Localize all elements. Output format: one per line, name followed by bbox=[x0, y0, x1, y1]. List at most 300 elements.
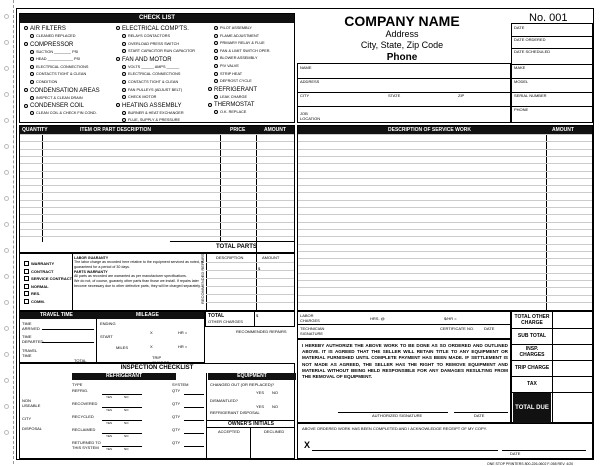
checklist-item bbox=[208, 94, 294, 102]
checklist-item-label: CHECK MOTOR bbox=[128, 95, 157, 100]
price-header: PRICE bbox=[230, 127, 246, 133]
parts-row bbox=[20, 134, 294, 135]
checklist-item bbox=[208, 109, 294, 117]
checklist-col-1 bbox=[24, 25, 116, 118]
serial-label: SERIAL NUMBER bbox=[514, 93, 547, 98]
warranty-box bbox=[19, 253, 295, 311]
service-row bbox=[298, 222, 592, 223]
phone-label: PHONE bbox=[514, 107, 529, 112]
checklist-item-label: FAN PULLEYS (ADJUST BELT) bbox=[128, 87, 183, 92]
parts-table bbox=[19, 125, 295, 253]
labor-date-label: DATE bbox=[484, 326, 495, 331]
checklist-item-label: REFRIGERANT bbox=[214, 86, 258, 93]
time-departed-label: TIME DEPARTED bbox=[22, 334, 44, 344]
checklist-item bbox=[24, 79, 116, 87]
checklist-item bbox=[116, 71, 208, 79]
miles-label: MILES bbox=[116, 345, 129, 350]
checklist-item bbox=[208, 55, 294, 63]
warranty-option-label: COMM. bbox=[31, 298, 45, 304]
warranty-option-label: CONTRACT bbox=[31, 268, 54, 274]
travel-time-title: TRAVEL TIME bbox=[40, 312, 73, 318]
checklist-item-label: INSPECT & CLEAN DRAIN bbox=[36, 95, 83, 100]
non-useable-label: NON USEABLE bbox=[22, 398, 41, 408]
dismantled-yes: YES bbox=[256, 404, 265, 409]
service-row bbox=[298, 171, 592, 172]
inspection-title: INSPECTION CHECKLIST bbox=[120, 365, 194, 371]
quantity-header: QUANTITY bbox=[22, 127, 48, 133]
service-row bbox=[298, 258, 592, 259]
checkbox-icon[interactable] bbox=[122, 49, 126, 53]
service-row bbox=[298, 280, 592, 281]
checklist-item-label: HEAD ____________ PSI bbox=[36, 57, 81, 62]
checkbox-icon[interactable] bbox=[122, 118, 126, 122]
company-name: COMPANY NAME bbox=[344, 13, 460, 29]
checkbox-icon[interactable] bbox=[116, 26, 120, 30]
checkbox-icon[interactable] bbox=[24, 261, 29, 266]
checklist-item-label: AIR FILTERS bbox=[30, 26, 66, 32]
date-ordered-label: DATE ORDERED bbox=[514, 37, 546, 42]
checklist-item-label: STRIP HEAT bbox=[220, 71, 243, 76]
checklist-item-label: PRIMARY RELAY & FLUE bbox=[220, 41, 265, 46]
warranty-option-label: NORMAL bbox=[31, 283, 49, 289]
trip-charge-label: TRIP CHARGE bbox=[152, 355, 170, 365]
dollar-sign: $ bbox=[258, 266, 261, 271]
mileage-title: MILEAGE bbox=[136, 312, 159, 318]
checklist-item bbox=[208, 25, 294, 33]
checkbox-icon[interactable] bbox=[122, 111, 126, 115]
owners-initials-label: OWNER'S INITIALS bbox=[228, 421, 274, 427]
checklist-item bbox=[116, 87, 208, 95]
checklist-item-label: FAN & LIMIT SWITCH OPER. bbox=[220, 48, 271, 53]
auth-date-label: DATE bbox=[474, 413, 485, 418]
job-location-label: JOB LOCATION bbox=[300, 111, 321, 121]
checklist-item-label: CONDITION bbox=[36, 79, 58, 84]
service-amount-header: AMOUNT bbox=[552, 127, 574, 133]
checklist-item-label: CONTACTS TIGHT & CLEAN bbox=[128, 79, 179, 84]
totals-label-trip: TRIP CHARGE bbox=[514, 365, 550, 371]
service-order-form bbox=[16, 8, 594, 466]
recommended-description-label: DESCRIPTION bbox=[216, 255, 244, 260]
checklist-item bbox=[116, 79, 208, 87]
checkbox-icon[interactable] bbox=[30, 111, 34, 115]
checkbox-icon[interactable] bbox=[24, 104, 28, 108]
checklist-item bbox=[116, 48, 208, 56]
service-row bbox=[298, 207, 592, 208]
totals-box bbox=[511, 311, 593, 423]
checkbox-icon[interactable] bbox=[30, 50, 34, 54]
checklist-col-3 bbox=[208, 25, 294, 117]
checkbox-icon[interactable] bbox=[214, 26, 218, 30]
inspection-qty-line bbox=[184, 394, 204, 395]
checklist-item bbox=[24, 33, 116, 41]
total-parts-label: TOTAL PARTS bbox=[216, 244, 257, 250]
service-row bbox=[298, 229, 592, 230]
checklist-item-label: CONTACTS TIGHT & CLEAN bbox=[36, 72, 87, 77]
checklist-item-label: SUCTION ________ PSI bbox=[36, 49, 79, 54]
service-row bbox=[298, 149, 592, 150]
checkbox-icon[interactable] bbox=[214, 56, 218, 60]
item-header: ITEM OR PART DESCRIPTION bbox=[80, 127, 152, 133]
checklist-box bbox=[19, 13, 295, 123]
service-row bbox=[298, 141, 592, 142]
model-label: MODEL bbox=[514, 79, 529, 84]
refrigerant-header: REFRIGERANT bbox=[72, 373, 176, 380]
extra-warranty-text: We do not, of course, guaranty other parts than those we install. If repairs later become necessary due to other defective parts, they will be charged separately. bbox=[74, 279, 201, 288]
inspection-yes-label: YES bbox=[106, 395, 113, 399]
checkbox-icon[interactable] bbox=[24, 269, 29, 274]
checklist-item-label: PILOT ASSEMBLY bbox=[220, 26, 252, 30]
checklist-item-label: ELECTRICAL CONNECTIONS bbox=[128, 72, 181, 77]
amount-header: AMOUNT bbox=[264, 127, 286, 133]
job-info-box bbox=[511, 23, 593, 123]
checklist-item-label: START CAPACITOR RUN CAPACITOR bbox=[128, 49, 196, 54]
checkbox-icon[interactable] bbox=[214, 79, 218, 83]
parts-row bbox=[20, 171, 294, 172]
checkbox-icon[interactable] bbox=[214, 41, 218, 45]
declined-label: DECLINED bbox=[264, 429, 285, 434]
service-row bbox=[298, 134, 592, 135]
checkbox-icon[interactable] bbox=[116, 103, 120, 107]
inspection-qty-label: QTY bbox=[172, 427, 181, 432]
recommended-repairs-vertical: RECOMMENDED REPAIRS bbox=[200, 253, 205, 304]
inspection-yes-label: YES bbox=[106, 421, 113, 425]
ending-label: ENDING bbox=[100, 321, 116, 326]
checklist-item bbox=[116, 117, 208, 125]
date-label: DATE bbox=[514, 25, 525, 30]
completion-text: ABOVE ORDERED WORK HAS BEEN COMPLETED AND I ACKNOWLEDGE RECEIPT OF MY COPY. bbox=[302, 426, 487, 431]
service-row bbox=[298, 244, 592, 245]
checklist-item bbox=[24, 95, 116, 103]
checklist-item-label: CLEANED REPLACED bbox=[36, 34, 76, 38]
dismantled-no: NO bbox=[272, 404, 278, 409]
labor-guaranty-title: LABOR GUARANTY bbox=[74, 256, 109, 260]
make-label: MAKE bbox=[514, 65, 526, 70]
mileage-x-1: X bbox=[150, 330, 153, 335]
checklist-item bbox=[116, 64, 208, 72]
checklist-item bbox=[208, 33, 294, 41]
service-row bbox=[298, 156, 592, 157]
inspection-disposal-label: DISPOSAL bbox=[22, 426, 43, 431]
checklist-item bbox=[116, 56, 208, 64]
company-address: Address bbox=[385, 29, 419, 39]
service-row bbox=[298, 192, 592, 193]
checklist-item-label: RELAYS CONTACTORS bbox=[128, 34, 170, 38]
checklist-item bbox=[208, 63, 294, 71]
checklist-item bbox=[116, 41, 208, 49]
checklist-item bbox=[24, 64, 116, 72]
totals-label-total_other: TOTAL OTHER CHARGE bbox=[514, 314, 550, 326]
recommended-row bbox=[206, 270, 294, 271]
guaranty-text bbox=[74, 256, 204, 288]
checklist-item bbox=[24, 87, 116, 95]
checklist-item-label: LEAK CHARGE bbox=[220, 94, 248, 99]
service-row bbox=[298, 273, 592, 274]
service-row bbox=[298, 251, 592, 252]
warranty-option-label: RES. bbox=[31, 291, 41, 296]
total-dollar: $ bbox=[256, 313, 259, 318]
parts-row bbox=[20, 222, 294, 223]
mileage-hr-2: HR = bbox=[178, 344, 188, 349]
checklist-item bbox=[24, 49, 116, 57]
address-label: ADDRESS bbox=[300, 79, 320, 84]
checkbox-icon[interactable] bbox=[30, 65, 34, 69]
totals-label-subtotal: SUB TOTAL bbox=[517, 333, 547, 339]
checkbox-icon[interactable] bbox=[214, 72, 218, 76]
inspection-qty-label: QTY bbox=[172, 388, 181, 393]
recommended-row bbox=[206, 262, 294, 263]
checkbox-icon[interactable] bbox=[122, 95, 126, 99]
checklist-item-label: DEFROST CYCLE bbox=[220, 79, 252, 84]
changed-yes: YES bbox=[256, 390, 265, 395]
checklist-item bbox=[208, 48, 294, 56]
hrs-label: HRS. @ bbox=[370, 316, 385, 321]
time-arrived-label: TIME ARRIVED bbox=[22, 321, 40, 331]
checkbox-icon[interactable] bbox=[122, 42, 126, 46]
travel-total-label: TOTAL bbox=[74, 358, 87, 363]
accepted-label: ACCEPTED bbox=[218, 429, 240, 434]
city-label: CITY bbox=[300, 93, 310, 98]
changed-no: NO bbox=[272, 390, 278, 395]
tractor-feed-strip bbox=[0, 0, 14, 464]
company-header bbox=[297, 13, 507, 64]
checklist-item-label: BURNER & HEAT EXCHANGER bbox=[128, 110, 184, 115]
travel-time-label: TRAVEL TIME bbox=[22, 348, 38, 358]
checkbox-icon[interactable] bbox=[214, 95, 218, 99]
service-row bbox=[298, 287, 592, 288]
checklist-item-label: CONDENSATION AREAS bbox=[30, 87, 100, 94]
mileage-hr-1: HR = bbox=[178, 330, 188, 335]
service-row bbox=[298, 163, 592, 164]
totals-label-tax: TAX bbox=[527, 381, 537, 387]
checklist-item-label: FAN AND MOTOR bbox=[122, 56, 172, 63]
checkbox-icon[interactable] bbox=[24, 284, 29, 289]
checklist-item-label: CLEAN COIL & CHECK FIN COND. bbox=[36, 111, 97, 116]
labor-charges-label: LABOR CHARGES bbox=[300, 313, 320, 323]
parts-warranty-text: All parts as recorded are warranted as per manufacturer specifications. bbox=[74, 274, 187, 279]
checkbox-icon[interactable] bbox=[116, 57, 120, 61]
parts-row bbox=[20, 214, 294, 215]
parts-row bbox=[20, 185, 294, 186]
checklist-item bbox=[116, 110, 208, 118]
inspection-yes-label: YES bbox=[106, 408, 113, 412]
parts-warranty-title: PARTS WARRANTY bbox=[74, 269, 108, 274]
total-other-box bbox=[205, 311, 295, 334]
checkbox-icon[interactable] bbox=[24, 88, 28, 92]
warranty-option-label: SERVICE CONTRACT bbox=[31, 276, 73, 281]
checkbox-icon[interactable] bbox=[24, 299, 29, 304]
checklist-item-label: ELECTRICAL CONNECTIONS bbox=[36, 64, 89, 69]
recommended-repairs-label: RECOMMENDED REPAIRS bbox=[236, 329, 287, 334]
inspection-city-label: CITY bbox=[22, 416, 32, 421]
parts-row bbox=[20, 200, 294, 201]
checkbox-icon[interactable] bbox=[122, 80, 126, 84]
system-label: SYSTEM bbox=[172, 382, 189, 387]
recommended-row bbox=[206, 294, 294, 295]
inspection-row-label: REFRIG. bbox=[72, 388, 89, 393]
company-phone: Phone bbox=[386, 52, 418, 63]
checkbox-icon[interactable] bbox=[122, 34, 126, 38]
recommended-row bbox=[206, 278, 294, 279]
checkbox-icon[interactable] bbox=[30, 34, 34, 38]
checklist-item-label: COMPRESSOR bbox=[30, 41, 74, 48]
parts-row bbox=[20, 141, 294, 142]
checklist-item bbox=[208, 101, 294, 109]
labor-box bbox=[297, 311, 511, 339]
checklist-item-label: THERMOSTAT bbox=[214, 102, 255, 109]
checkbox-icon[interactable] bbox=[208, 103, 212, 107]
inspection-qty-line bbox=[184, 407, 204, 408]
checklist-item bbox=[116, 94, 208, 102]
company-city: City, State, Zip Code bbox=[360, 40, 444, 50]
checkbox-icon[interactable] bbox=[30, 57, 34, 61]
inspection-row-label: RECYCLED bbox=[72, 414, 94, 419]
zip-label: ZIP bbox=[458, 93, 465, 98]
checklist-item-label: CONDENSER COIL bbox=[30, 103, 85, 110]
checklist-item bbox=[208, 71, 294, 79]
checklist-item bbox=[24, 110, 116, 118]
service-row bbox=[298, 295, 592, 296]
parts-row bbox=[20, 156, 294, 157]
parts-row bbox=[20, 178, 294, 179]
labor-guaranty-text: The labor charge as recorded here relative to the equipment serviced as noted, is guaranteed for a period of 30 days. bbox=[74, 260, 204, 269]
mileage-x-2: X bbox=[150, 344, 153, 349]
inspection-box bbox=[19, 363, 295, 459]
inspection-no-label: NO bbox=[124, 395, 129, 399]
checkbox-icon[interactable] bbox=[30, 80, 34, 84]
technician-signature-label: TECHNICIAN SIGNATURE bbox=[300, 326, 325, 336]
inspection-qty-label: QTY bbox=[172, 401, 181, 406]
checklist-item-label: FLUE, SUPPLY & PRESSURE bbox=[128, 118, 180, 123]
checklist-item bbox=[24, 71, 116, 79]
inspection-no-label: NO bbox=[124, 421, 129, 425]
checkbox-icon[interactable] bbox=[214, 64, 218, 68]
checkbox-icon[interactable] bbox=[30, 96, 34, 100]
totals-label-insp: INSP. CHARGES bbox=[519, 346, 545, 358]
parts-row bbox=[20, 229, 294, 230]
checklist-item bbox=[116, 102, 208, 110]
inspection-no-label: NO bbox=[124, 434, 129, 438]
recommended-row bbox=[206, 286, 294, 287]
travel-mileage-box bbox=[19, 311, 205, 363]
warranty-options bbox=[24, 260, 73, 305]
checklist-item-label: HEATING ASSEMBLY bbox=[122, 102, 182, 109]
inspection-row-label: RECOVERED bbox=[72, 401, 98, 406]
printer-footer: ONE STOP PRINTERS 800-226-0602 F-058 REV. 4/20 bbox=[487, 462, 574, 466]
warranty-option-label: WARRANTY bbox=[31, 261, 55, 266]
changed-out-label: CHANGED OUT (OR REPLACED)? bbox=[210, 382, 275, 387]
name-label: NAME bbox=[300, 65, 312, 70]
inspection-qty-line bbox=[184, 446, 204, 447]
warranty-option bbox=[24, 260, 68, 268]
parts-row bbox=[20, 192, 294, 193]
authorized-signature-label: AUTHORIZED SIGNATURE bbox=[372, 413, 423, 418]
inspection-qty-line bbox=[184, 433, 204, 434]
checkbox-icon[interactable] bbox=[24, 42, 28, 46]
parts-row bbox=[20, 236, 294, 237]
inspection-yes-label: YES bbox=[106, 447, 113, 451]
inspection-qty-line bbox=[184, 420, 204, 421]
equipment-disposal-label: REFRIGERANT DISPOSAL bbox=[210, 410, 260, 415]
checkbox-icon[interactable] bbox=[30, 72, 34, 76]
rate-label: $/HR = bbox=[444, 316, 457, 321]
warranty-option bbox=[24, 283, 68, 291]
warranty-option bbox=[24, 298, 68, 306]
checklist-title: CHECK LIST bbox=[20, 14, 294, 23]
checklist-item bbox=[116, 33, 208, 41]
service-work-box bbox=[297, 125, 593, 311]
checkbox-icon[interactable] bbox=[24, 276, 29, 281]
checkbox-icon[interactable] bbox=[122, 72, 126, 76]
service-row bbox=[298, 236, 592, 237]
checklist-item-label: O.K. REPLACE bbox=[220, 110, 247, 115]
inspection-row-label: RETURNED TO THIS SYSTEM bbox=[72, 440, 101, 450]
checklist-item bbox=[24, 41, 116, 49]
service-row bbox=[298, 214, 592, 215]
service-row bbox=[298, 302, 592, 303]
checklist-item bbox=[208, 40, 294, 48]
inspection-yes-label: YES bbox=[106, 434, 113, 438]
warranty-option bbox=[24, 290, 68, 298]
customer-box bbox=[297, 63, 511, 123]
checklist-item bbox=[208, 86, 294, 94]
parts-row bbox=[20, 163, 294, 164]
checkbox-icon[interactable] bbox=[24, 291, 29, 296]
totals-label-due: TOTAL DUE bbox=[513, 393, 551, 423]
service-description-header: DESCRIPTION OF SERVICE WORK bbox=[388, 127, 471, 133]
checklist-item-label: OVERLOAD PRESS SWITCH bbox=[128, 41, 180, 46]
inspection-qty-label: QTY bbox=[172, 414, 181, 419]
service-row bbox=[298, 185, 592, 186]
type-label: TYPE bbox=[72, 382, 83, 387]
total-label: TOTAL bbox=[208, 313, 225, 319]
signature-x: X bbox=[304, 440, 311, 450]
service-row bbox=[298, 178, 592, 179]
parts-row bbox=[20, 207, 294, 208]
recommended-row bbox=[206, 302, 294, 303]
dismantled-label: DISMANTLED? bbox=[210, 398, 239, 403]
authorization-text: I HEREBY AUTHORIZE THE ABOVE WORK TO BE DONE AS SO ORDERED AND OUTLINED ABOVE. IT IS AGREED THAT THE SELLER WILL RETAIN TITLE TO ANY EQUIPMENT OR MATERIAL FURNISHED UNTIL COMPLETE PAYMENT HAS BEEN MADE. IF SETTLEMENT IS NOT MADE AS AGREED, THE SELLER HAS THE RIGHT TO REMOVE EQUIPMENT AND MATERIAL WITHOUT BEING HELD RESPONSIBLE FOR ANY DAMAGES RESULTING FROM THE REMOVAL OF EQUIPMENT. bbox=[302, 343, 508, 380]
checklist-item-label: VOLTS ______ AMPS ______ bbox=[128, 64, 180, 69]
checkbox-icon[interactable] bbox=[122, 88, 126, 92]
authorization-box bbox=[297, 339, 511, 423]
checklist-item bbox=[24, 56, 116, 64]
checkbox-icon[interactable] bbox=[122, 65, 126, 69]
checkbox-icon[interactable] bbox=[24, 26, 28, 30]
completion-box bbox=[297, 423, 593, 459]
start-label: START bbox=[100, 334, 113, 339]
certificate-label: CERTIFICATE NO. bbox=[440, 326, 475, 331]
checkbox-icon[interactable] bbox=[214, 49, 218, 53]
service-row bbox=[298, 265, 592, 266]
warranty-option bbox=[24, 275, 73, 283]
inspection-qty-label: QTY bbox=[172, 440, 181, 445]
checklist-item-label: PIV VALVE bbox=[220, 63, 239, 68]
checklist-item bbox=[24, 25, 116, 33]
checklist-item-label: ELECTRICAL COMP'TS. bbox=[122, 26, 189, 32]
checklist-item bbox=[116, 25, 208, 33]
date-scheduled-label: DATE SCHEDULED bbox=[514, 49, 551, 54]
service-row bbox=[298, 200, 592, 201]
checkbox-icon[interactable] bbox=[214, 110, 218, 114]
parts-header-row bbox=[20, 126, 294, 134]
recommended-amount-label: AMOUNT bbox=[262, 255, 280, 260]
equipment-header: EQUIPMENT bbox=[208, 373, 296, 380]
checklist-item bbox=[208, 78, 294, 86]
completion-date-label: DATE bbox=[510, 451, 521, 456]
checkbox-icon[interactable] bbox=[214, 34, 218, 38]
other-charges-label: OTHER CHARGES bbox=[208, 319, 243, 324]
checkbox-icon[interactable] bbox=[208, 87, 212, 91]
